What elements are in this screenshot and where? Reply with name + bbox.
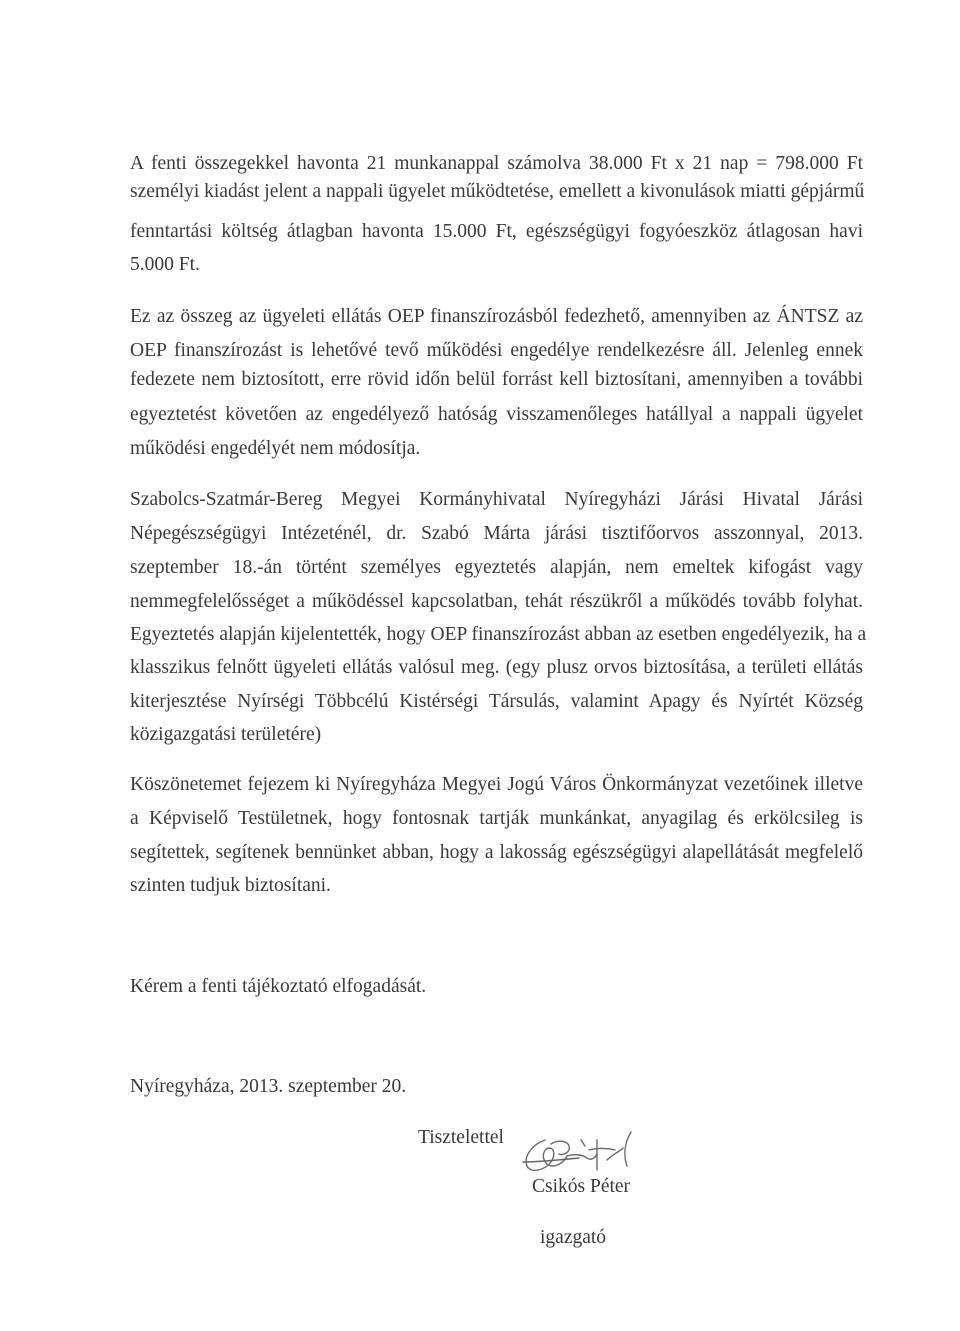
paragraph-4-line-2: a Képviselő Testületnek, hogy fontosnak tartják munkánkat, anyagilag és erkölcsileg is bbox=[130, 808, 863, 829]
paragraph-1-line-1: A fenti összegekkel havonta 21 munkanappal számolva 38.000 Ft x 21 nap = 798.000 Ft bbox=[130, 153, 863, 174]
paragraph-3-line-2: Népegészségügyi Intézeténél, dr. Szabó Márta járási tisztifőorvos asszonnyal, 2013. bbox=[130, 523, 863, 544]
paragraph-2-line-5: működési engedélyét nem módosítja. bbox=[130, 438, 421, 459]
paragraph-1-line-2: személyi kiadást jelent a nappali ügyelet működtetése, emellett a kivonulások miatti gépjármű bbox=[130, 181, 865, 202]
paragraph-2-line-2: OEP finanszírozást is lehetővé tevő működési engedélye rendelkezésre áll. Jelenleg ennek bbox=[130, 340, 863, 361]
place-date: Nyíregyháza, 2013. szeptember 20. bbox=[130, 1076, 407, 1097]
paragraph-3-line-7: kiterjesztése Nyírségi Többcélú Kistérségi Társulás, valamint Apagy és Nyírtét Község bbox=[130, 691, 863, 712]
paragraph-4-line-4: szinten tudjuk biztosítani. bbox=[130, 875, 331, 896]
paragraph-3-line-6: klasszikus felnőtt ügyeleti ellátás valósul meg. (egy plusz orvos biztosítása, a területi ellátás bbox=[130, 657, 863, 678]
request-text: Kérem a fenti tájékoztató elfogadását. bbox=[130, 976, 427, 997]
paragraph-1-line-4: 5.000 Ft. bbox=[130, 254, 200, 275]
closing-salutation: Tisztelettel bbox=[418, 1127, 504, 1148]
paragraph-3-line-5: Egyeztetés alapján kijelentették, hogy OEP finanszírozást abban az esetben engedélyezik, ha a bbox=[130, 624, 867, 645]
signatory-title: igazgató bbox=[540, 1227, 607, 1248]
paragraph-1-line-3: fenntartási költség átlagban havonta 15.000 Ft, egészségügyi fogyóeszköz átlagosan havi bbox=[130, 221, 863, 242]
paragraph-2-line-3: fedezete nem biztosított, erre rövid időn belül forrást kell biztosítani, amennyiben a további bbox=[130, 369, 863, 390]
paragraph-3-line-3: szeptember 18.-án történt személyes egyeztetés alapján, nem emeltek kifogást vagy bbox=[130, 557, 863, 578]
signatory-name: Csikós Péter bbox=[532, 1176, 631, 1197]
paragraph-2-line-1: Ez az összeg az ügyeleti ellátás OEP finanszírozásból fedezhető, amennyiben az ÁNTSZ az bbox=[130, 306, 863, 327]
paragraph-3-line-4: nemmegfelelősséget a működéssel kapcsolatban, tehát részükről a működés tovább folyhat. bbox=[130, 591, 863, 612]
paragraph-3-line-1: Szabolcs-Szatmár-Bereg Megyei Kormányhivatal Nyíregyházi Járási Hivatal Járási bbox=[130, 489, 863, 510]
paragraph-4-line-3: segítettek, segítenek bennünket abban, hogy a lakosság egészségügyi alapellátását megfelelő bbox=[130, 842, 863, 863]
paragraph-3-line-8: közigazgatási területére) bbox=[130, 724, 322, 745]
paragraph-2-line-4: egyeztetést követően az engedélyező hatóság visszamenőleges hatállyal a nappali ügyelet bbox=[130, 404, 863, 425]
paragraph-4-line-1: Köszönetemet fejezem ki Nyíregyháza Megyei Jogú Város Önkormányzat vezetőinek illetve bbox=[130, 774, 863, 795]
